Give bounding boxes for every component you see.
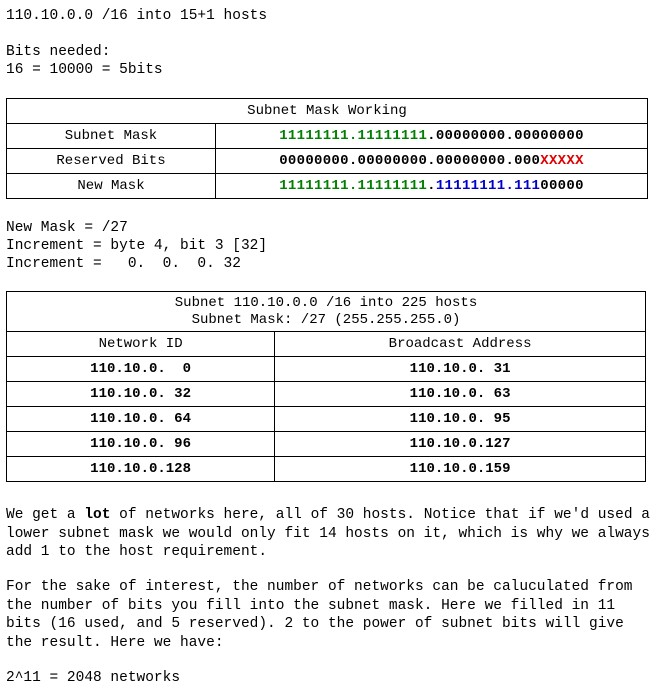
bit-segment: 11111111.11111111 [279, 178, 428, 194]
bits-needed-heading: Bits needed: [6, 44, 111, 60]
new-mask-line: New Mask = /27 [6, 220, 128, 236]
new-mask-info [6, 219, 267, 273]
subnet-mask-working-table [6, 98, 648, 199]
network-id-cell: 110.10.0. 64 [7, 407, 275, 432]
table-row [7, 432, 646, 457]
bits-needed-value: 16 = 10000 = 5bits [6, 62, 163, 78]
column-header-network-id: Network ID [7, 332, 275, 357]
paragraph1-after: of networks here, all of 30 hosts. Notice that if we'd used a lower subnet mask we would only fit 14 hosts on it, which is why we always add 1 to the host requirement. [6, 507, 650, 560]
increment-line: Increment = byte 4, bit 3 [32] [6, 238, 268, 254]
bit-segment: 00000000.00000000.00000000.000 [279, 153, 541, 169]
broadcast-cell: 110.10.0.127 [275, 432, 646, 457]
subnet-table-caption-line2: Subnet Mask: /27 (255.255.255.0) [191, 312, 461, 328]
paragraph1-emphasis: lot [84, 507, 111, 523]
bit-segment: 11111111.111 [435, 178, 541, 194]
network-id-cell: 110.10.0.128 [7, 457, 275, 482]
subnet-table-caption-line1: Subnet 110.10.0.0 /16 into 225 hosts [174, 295, 478, 311]
broadcast-cell: 110.10.0. 63 [275, 382, 646, 407]
network-id-cell: 110.10.0. 0 [7, 357, 275, 382]
network-id-cell: 110.10.0. 32 [7, 382, 275, 407]
table-row [7, 124, 648, 149]
bit-segment: XXXXX [540, 153, 584, 169]
table-row [7, 382, 646, 407]
row-label-reserved-bits: Reserved Bits [7, 149, 216, 174]
bit-segment: . [427, 178, 436, 194]
bit-segment: 00000 [540, 178, 584, 194]
reserved-bits [216, 149, 648, 174]
explanation-paragraph-1 [6, 506, 654, 562]
table-row [7, 407, 646, 432]
new-mask-bits [216, 174, 648, 199]
table-row [7, 457, 646, 482]
explanation-paragraph-2: For the sake of interest, the number of networks can be caluculated from the number of bits you fill into the subnet mask. Here we filled in 11 bits (16 used, and 5 reserved). 2 to the power of subnet bits will give the result. Here we have: [6, 579, 633, 651]
bit-segment: .00000000.00000000 [427, 128, 584, 144]
broadcast-cell: 110.10.0.159 [275, 457, 646, 482]
network-id-cell: 110.10.0. 96 [7, 432, 275, 457]
row-label-subnet-mask: Subnet Mask [7, 124, 216, 149]
broadcast-cell: 110.10.0. 31 [275, 357, 646, 382]
table-row [7, 174, 648, 199]
column-header-broadcast: Broadcast Address [275, 332, 646, 357]
paragraph1-before: We get a [6, 507, 85, 523]
networks-result: 2^11 = 2048 networks [6, 670, 181, 686]
table-row [7, 357, 646, 382]
bits-needed-block [6, 43, 163, 79]
subnet-ranges-table [6, 291, 646, 482]
increment-octets-line: Increment = 0. 0. 0. 32 [6, 256, 241, 272]
page-title: 110.10.0.0 /16 into 15+1 hosts [6, 8, 268, 24]
bit-segment: 11111111.11111111 [279, 128, 428, 144]
subnet-mask-bits [216, 124, 648, 149]
mask-table-header: Subnet Mask Working [7, 99, 648, 124]
subnet-table-caption [7, 292, 646, 332]
broadcast-cell: 110.10.0. 95 [275, 407, 646, 432]
table-row [7, 149, 648, 174]
row-label-new-mask: New Mask [7, 174, 216, 199]
